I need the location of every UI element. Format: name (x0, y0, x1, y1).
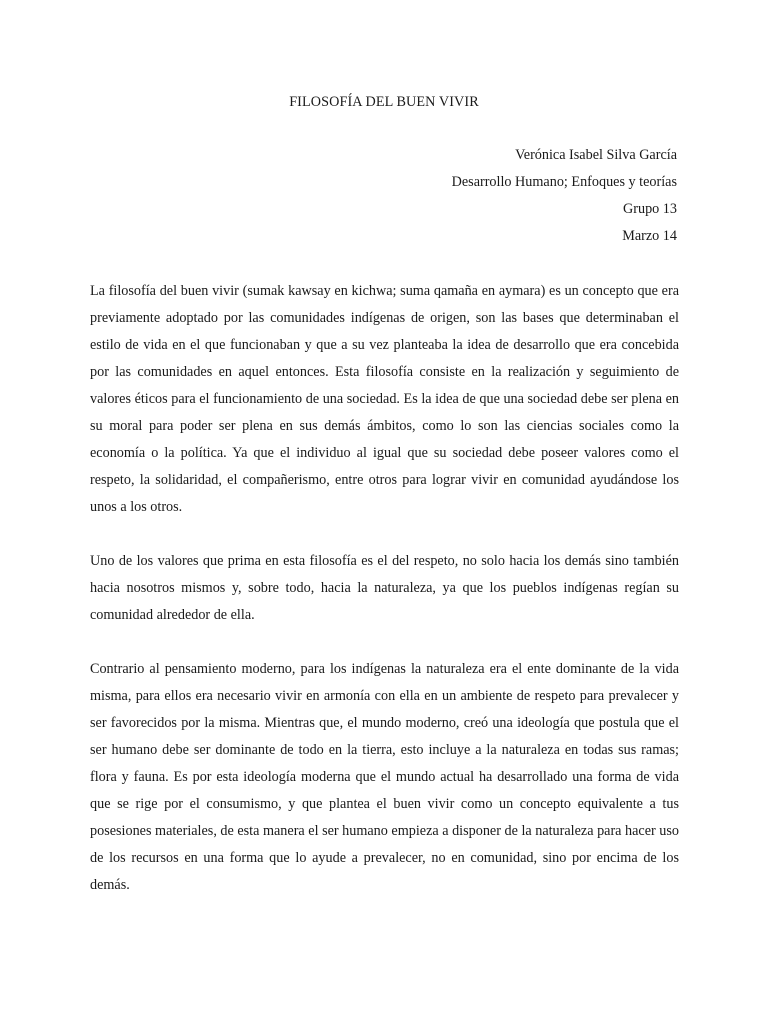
group-number: Grupo 13 (623, 201, 677, 217)
document-date: Marzo 14 (622, 228, 677, 244)
paragraph: La filosofía del buen vivir (sumak kawsay en kichwa; suma qamaña en aymara) es un concepto que era previamente adoptado por las comunidades indígenas de origen, son las bases que determinaban el estilo de vida en el que funcionaban y que a su vez planteaba la idea de desarrollo que era concebida por las comunidades en aquel entonces. Esta filosofía consiste en la realización y seguimiento de valores éticos para el funcionamiento de una sociedad. Es la idea de que una sociedad debe ser plena en su moral para poder ser plena en sus demás ámbitos, como lo son las ciencias sociales como la economía o la política. Ya que el individuo al igual que su sociedad debe poseer valores como el respeto, la solidaridad, el compañerismo, entre otros para lograr vivir en comunidad ayudándose los unos a los otros. (90, 283, 679, 515)
paragraph: Contrario al pensamiento moderno, para los indígenas la naturaleza era el ente dominante de la vida misma, para ellos era necesario vivir en armonía con ella en un ambiente de respeto para prevalecer y ser favorecidos por la misma. Mientras que, el mundo moderno, creó una ideología que postula que el ser humano debe ser dominante de todo en la tierra, esto incluye a la naturaleza en todas sus ramas; flora y fauna. Es por esta ideología moderna que el mundo actual ha desarrollado una forma de vida que se rige por el consumismo, y que plantea el buen vivir como un concepto equivalente a tus posesiones materiales, de esta manera el ser humano empieza a disponer de la naturaleza para hacer uso de los recursos en una forma que lo ayude a prevalecer, no en comunidad, sino por encima de los demás. (90, 661, 679, 893)
document-header-info (452, 145, 677, 253)
document-body (90, 278, 679, 899)
author-name: Verónica Isabel Silva García (515, 147, 677, 163)
paragraph: Uno de los valores que prima en esta filosofía es el del respeto, no solo hacia los demás sino también hacia nosotros mismos y, sobre todo, hacia la naturaleza, ya que los pueblos indígenas regían su comunidad alrededor de ella. (90, 553, 679, 623)
course-name: Desarrollo Humano; Enfoques y teorías (451, 174, 677, 190)
document-title: FILOSOFÍA DEL BUEN VIVIR (289, 94, 479, 110)
